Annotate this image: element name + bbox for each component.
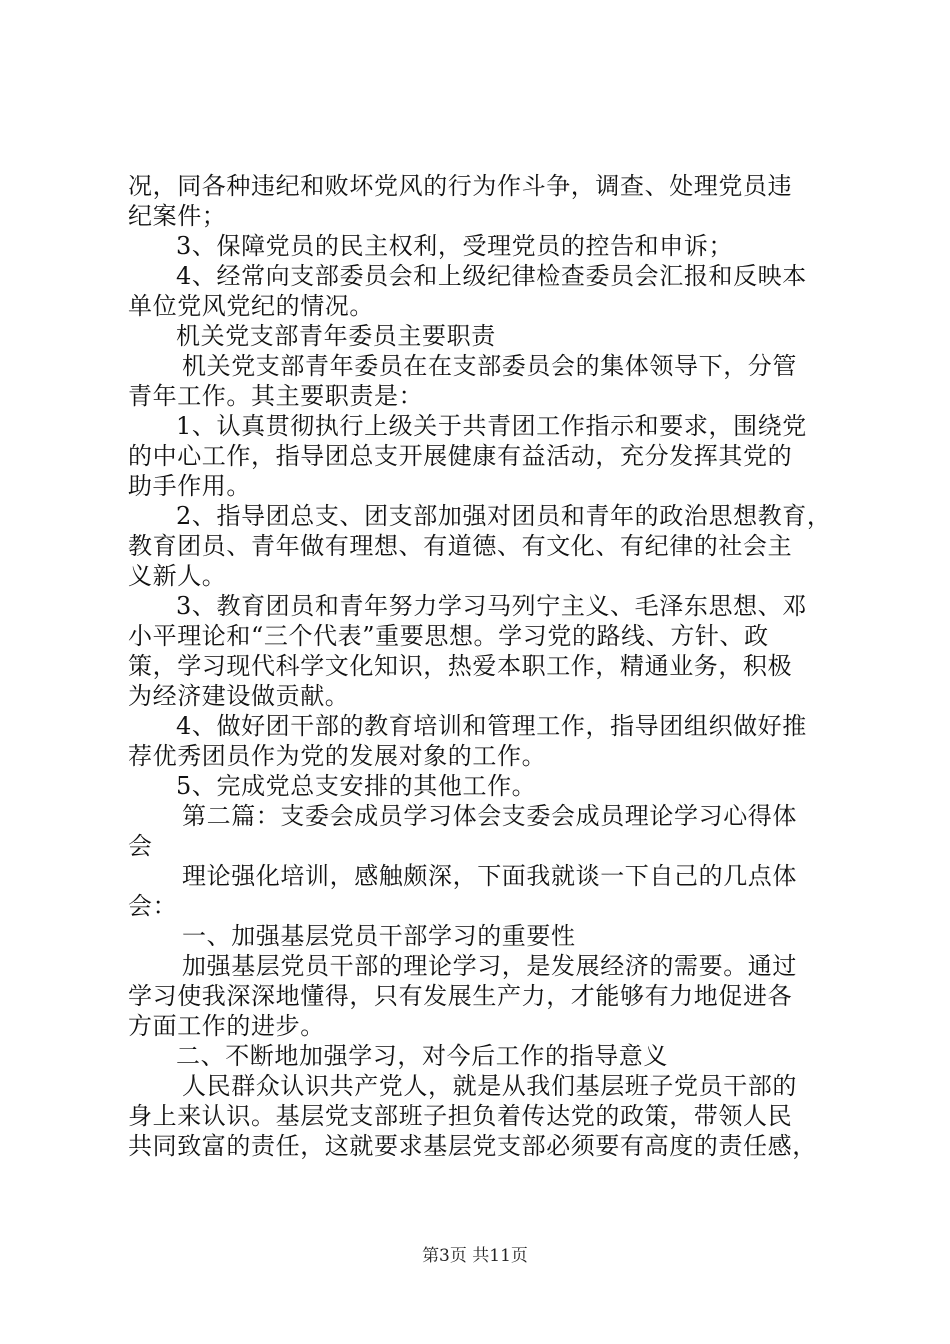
text-line: 方面工作的进步。 [128, 1012, 325, 1040]
text-line: 4、做好团干部的教育培训和管理工作，指导团组织做好推 [176, 712, 807, 740]
text-line: 助手作用。 [128, 472, 251, 500]
body-text [128, 171, 833, 1161]
text-line: 加强基层党员干部的理论学习，是发展经济的需要。通过 [182, 952, 797, 980]
text-line: 学习使我深深地懂得，只有发展生产力，才能够有力地促进各 [128, 982, 793, 1010]
text-line: 共同致富的责任，这就要求基层党支部必须要有高度的责任感， [128, 1132, 817, 1160]
section-heading: 一、加强基层党员干部学习的重要性 [182, 922, 576, 950]
text-line: 教育团员、青年做有理想、有道德、有文化、有纪律的社会主 [128, 532, 793, 560]
section-heading: 第二篇：支委会成员学习体会支委会成员理论学习心得体 [182, 802, 797, 830]
section-heading: 机关党支部青年委员主要职责 [176, 322, 496, 350]
text-line: 策，学习现代科学文化知识，热爱本职工作，精通业务，积极 [128, 652, 793, 680]
text-line: 小平理论和“三个代表”重要思想。学习党的路线、方针、政 [128, 622, 769, 650]
text-line: 的中心工作，指导团总支开展健康有益活动，充分发挥其党的 [128, 442, 793, 470]
text-line: 1、认真贯彻执行上级关于共青团工作指示和要求，围绕党 [176, 412, 807, 440]
text-line: 人民群众认识共产党人，就是从我们基层班子党员干部的 [182, 1072, 797, 1100]
text-line: 4、经常向支部委员会和上级纪律检查委员会汇报和反映本 [176, 262, 807, 290]
text-line: 荐优秀团员作为党的发展对象的工作。 [128, 742, 547, 770]
text-line: 3、教育团员和青年努力学习马列宁主义、毛泽东思想、邓 [176, 592, 807, 620]
text-line: 青年工作。其主要职责是： [128, 382, 424, 410]
text-line: 义新人。 [128, 562, 227, 590]
text-line: 2、指导团总支、团支部加强对团员和青年的政治思想教育， [176, 502, 832, 530]
section-heading: 二、不断地加强学习，对今后工作的指导意义 [176, 1042, 668, 1070]
page-number-footer: 第3页 共11页 [422, 1246, 528, 1266]
text-line: 纪案件； [128, 202, 227, 230]
text-line: 况，同各种违纪和败坏党风的行为作斗争，调查、处理党员违 [128, 172, 793, 200]
text-line: 机关党支部青年委员在在支部委员会的集体领导下，分管 [182, 352, 797, 380]
text-line: 5、完成党总支安排的其他工作。 [176, 772, 537, 800]
text-line: 会： [128, 892, 178, 920]
text-line: 3、保障党员的民主权利，受理党员的控告和申诉； [176, 232, 734, 260]
text-line: 理论强化培训，感触颇深，下面我就谈一下自己的几点体 [182, 862, 797, 890]
text-line: 单位党风党纪的情况。 [128, 292, 374, 320]
text-line: 为经济建设做贡献。 [128, 682, 350, 710]
text-line: 会 [128, 832, 153, 860]
text-line: 身上来认识。基层党支部班子担负着传达党的政策，带领人民 [128, 1102, 793, 1130]
